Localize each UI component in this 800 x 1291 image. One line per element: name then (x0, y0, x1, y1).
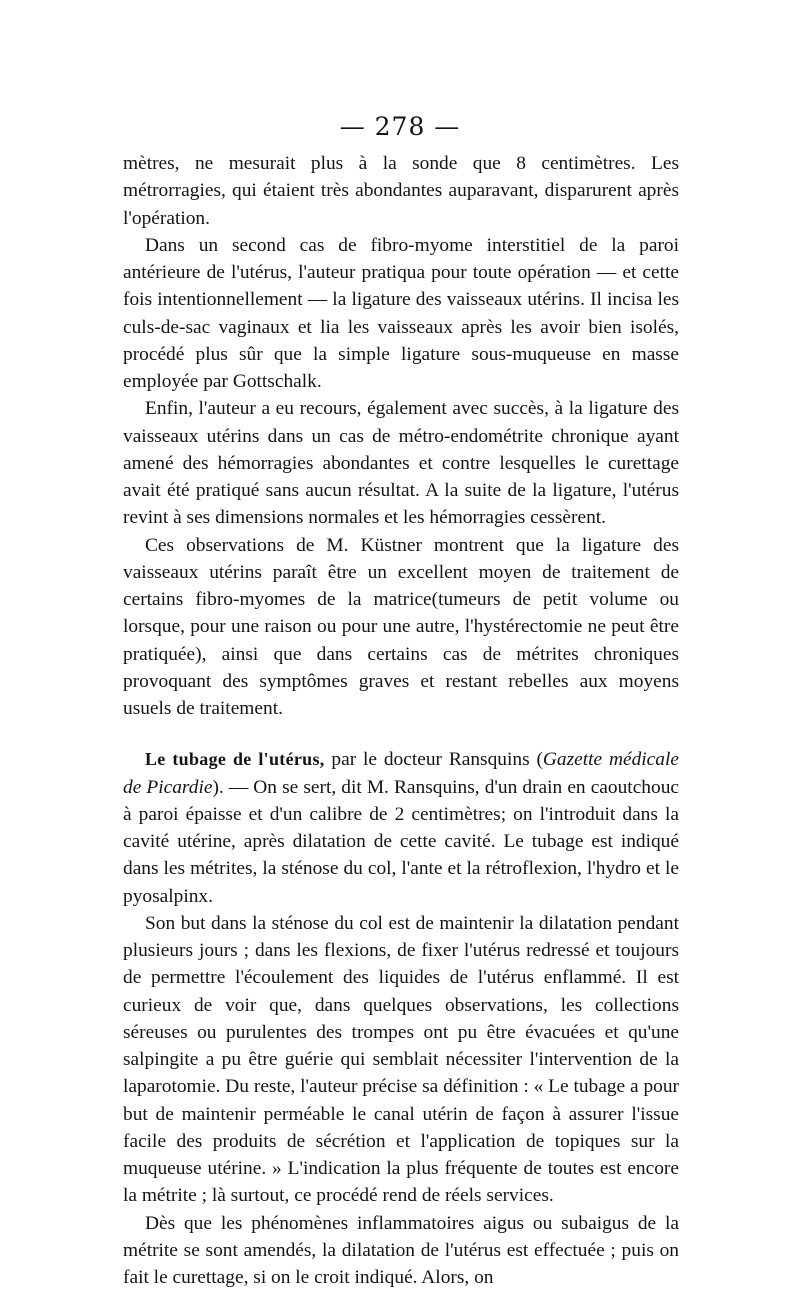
paragraph-kustner-conclusion: Ces observations de M. Küstner montrent que la ligature des vaisseaux utérins paraît être un excellent moyen de traitement de certains fibro-myomes de la matrice(tumeurs de petit volume ou lorsque, pour une raison ou pour une autre, l'hystérectomie ne peut être pratiquée), ainsi que dans certains cas de métrites chroniques provoquant des symptômes graves et restant rebelles aux moyens usuels de traitement. (123, 532, 679, 723)
tubage-intro-a: par le docteur Ransquins ( (325, 749, 543, 770)
paragraph-tubage-procedure: Dès que les phénomènes inflammatoires aigus ou subaigus de la métrite se sont amendés, la dilatation de l'utérus est effectuée ; puis on fait le curettage, si on le croit indiqué. Alors, on (123, 1210, 679, 1291)
body-text (123, 150, 679, 1291)
tubage-intro-b: ). — On se sert, dit M. Ransquins, d'un drain en caoutchouc à paroi épaisse et d'un calibre de 2 centimètres; on l'introduit dans la cavité utérine, après dilatation de cette cavité. Le tubage est indiqué dans les métrites, la sténose du col, l'ante et la rétroflexion, l'hydro et le pyosalpinx. (123, 777, 679, 907)
paragraph-fibro-myome: Dans un second cas de fibro-myome interstitiel de la paroi antérieure de l'utérus, l'auteur pratiqua pour toute opération — et cette fois intentionnellement — la ligature des vaisseaux utérins. Il incisa les culs-de-sac vaginaux et lia les vaisseaux après les avoir bien isolés, procédé plus sûr que la simple ligature sous-muqueuse en masse employée par Gottschalk. (123, 232, 679, 396)
paragraph-metro-endometrite: Enfin, l'auteur a eu recours, également avec succès, à la ligature des vaisseaux utérins dans un cas de métro-endométrite chronique ayant amené des hémorragies abondantes et contre lesquelles le curettage avait été pratiqué sans aucun résultat. A la suite de la ligature, l'utérus revint à ses dimensions normales et les hémorragies cessèrent. (123, 395, 679, 531)
page-number: — 278 — (0, 112, 800, 141)
section-gap (123, 722, 679, 746)
paragraph-tubage-goal: Son but dans la sténose du col est de maintenir la dilatation pendant plusieurs jours ; dans les flexions, de fixer l'utérus redressé et toujours de permettre l'écoulement des liquides de l'utérus enflammé. Il est curieux de voir que, dans quelques observations, les collections séreuses ou purulentes des trompes ont pu être évacuées et qu'une salpingite a pu être guérie qui semblait nécessiter l'intervention de la laparotomie. Du reste, l'auteur précise sa définition : « Le tubage a pour but de maintenir perméable le canal utérin de façon à assurer l'issue facile des produits de sécrétion et l'application de topiques sur la muqueuse utérine. » L'indication la plus fréquente de toutes est encore la métrite ; là surtout, ce procédé rend de réels services. (123, 910, 679, 1210)
journal-title: Gazette médicale de Picardie (123, 749, 679, 797)
section-heading: Le tubage de l'utérus, (145, 749, 325, 769)
paragraph-tubage-intro (123, 746, 679, 910)
paragraph-continuation: mètres, ne mesurait plus à la sonde que 8 centimètres. Les métrorragies, qui étaient très abondantes auparavant, disparurent après l'opération. (123, 150, 679, 232)
